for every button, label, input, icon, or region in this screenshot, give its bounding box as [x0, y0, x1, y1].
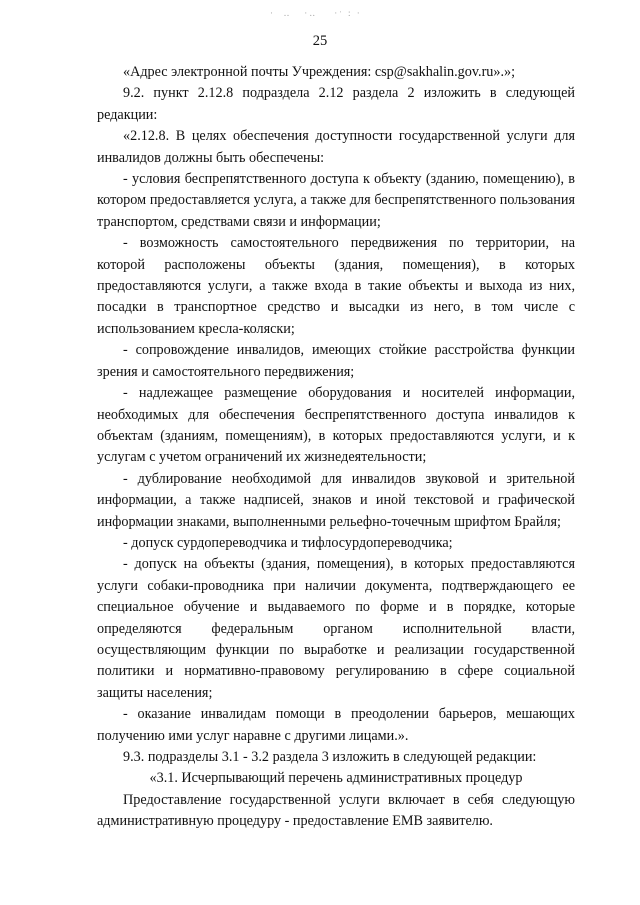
document-body	[97, 62, 575, 833]
paragraph-9-3: 9.3. подразделы 3.1 - 3.2 раздела 3 изложить в следующей редакции:	[123, 749, 537, 765]
list-item-escort: - сопровождение инвалидов, имеющих стойкие расстройства функции зрения и самостоятельного передвижения;	[97, 342, 575, 380]
list-item-access-conditions: - условия беспрепятственного доступа к объекту (зданию, помещению), в котором предоставляется услуга, а также для беспрепятственного пользования транспортом, средствами связи и информации;	[97, 171, 575, 230]
list-item-guide-dog: - допуск на объекты (здания, помещения), в которых предоставляются услуги собаки-проводника при наличии документа, подтверждающего ее специальное обучение и выдаваемого по форме и в порядке, которые определяются федеральным органом исполнительной власти, осуществляющим функции по выработке и реализации государственной политики и нормативно-правовому регулированию в сфере социальной защиты населения;	[97, 556, 575, 701]
list-item-duplication: - дублирование необходимой для инвалидов звуковой и зрительной информации, а также надписей, знаков и иной текстовой и графической информации знаками, выполненными рельефно-точечным шрифтом Брайля;	[97, 470, 575, 530]
paragraph-2-12-8: «2.12.8. В целях обеспечения доступности государственной услуги для инвалидов должны быть обеспечены:	[97, 128, 575, 166]
list-item-interpreter: - допуск сурдопереводчика и тифлосурдопереводчика;	[123, 534, 453, 551]
list-item-assistance: - оказание инвалидам помощи в преодолении барьеров, мешающих получению ими услуг наравне с другими лицами.».	[97, 706, 575, 744]
paragraph-procedure: Предоставление государственной услуги включает в себя следующую административную процедуру - предоставление ЕМВ заявителю.	[97, 791, 575, 830]
list-item-movement: - возможность самостоятельного передвижения по территории, на которой расположены объекты (здания, помещения), в которых предоставляются услуги, а также входа в такие объекты и выхода из них, посадки в транспортное средство и высадки из него, в том числе с использованием кресла-коляски;	[97, 235, 575, 337]
paragraph-email: «Адрес электронной почты Учреждения: csp@sakhalin.gov.ru».»;	[123, 64, 516, 80]
page-number: 25	[312, 33, 328, 49]
scan-artifact: · ‥ ·‥ ·ˑ : ·	[270, 8, 362, 18]
paragraph-9-2: 9.2. пункт 2.12.8 подраздела 2.12 раздела 2 изложить в следующей редакции:	[97, 85, 575, 123]
list-item-equipment-placement: - надлежащее размещение оборудования и носителей информации, необходимых для обеспечения беспрепятственного доступа инвалидов к объектам (зданиям, помещениям), в которых предоставляются услуги, и к услугам с учетом ограничений их жизнедеятельности;	[97, 385, 575, 466]
section-heading-3-1: «3.1. Исчерпывающий перечень административных процедур	[149, 770, 523, 787]
